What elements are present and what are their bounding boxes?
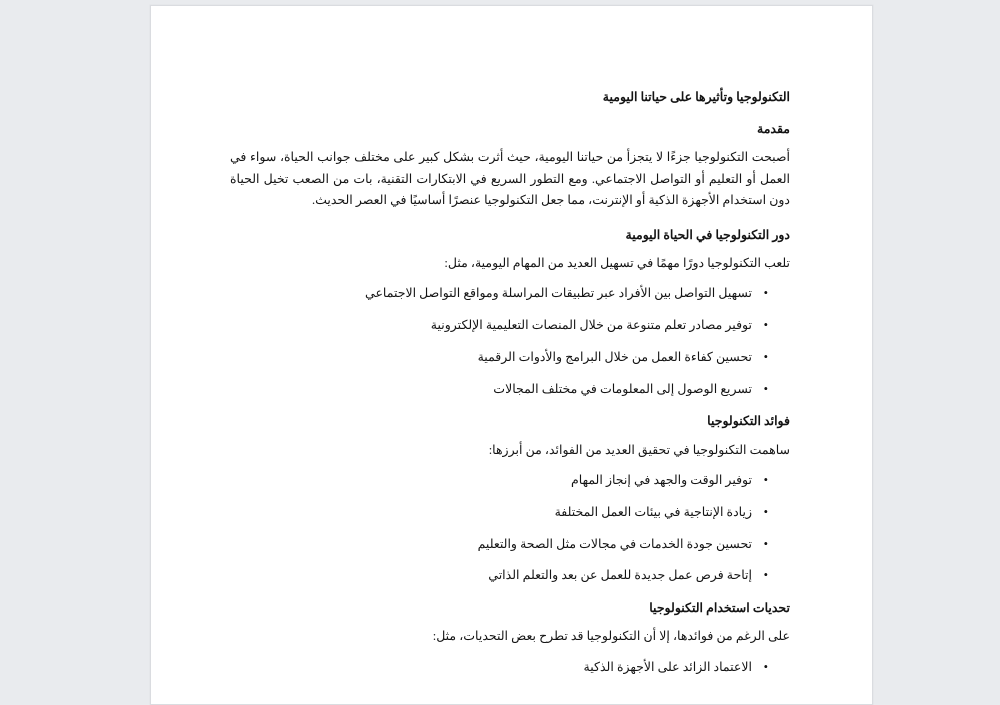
- list-item: [230, 471, 790, 490]
- list-item: [230, 284, 790, 303]
- section-heading: فوائد التكنولوجيا: [707, 414, 790, 429]
- list-item-label: تحسين كفاءة العمل من خلال البرامج والأدوات الرقمية: [477, 349, 752, 364]
- document-sections: [230, 120, 790, 676]
- section-paragraph: على الرغم من فوائدها، إلا أن التكنولوجيا قد تطرح بعض التحديات، مثل:: [432, 629, 790, 644]
- list-item-label: توفير مصادر تعلم متنوعة من خلال المنصات التعليمية الإلكترونية: [430, 318, 752, 333]
- list-item: [230, 535, 790, 554]
- document-body: [230, 88, 790, 686]
- bullet-point-icon: •: [763, 504, 768, 519]
- document-title: التكنولوجيا وتأثيرها على حياتنا اليومية: [602, 90, 790, 104]
- list-item: [230, 380, 790, 399]
- list-item-label: إتاحة فرص عمل جديدة للعمل عن بعد والتعلم الذاتي: [488, 568, 752, 583]
- bullet-list: [230, 658, 790, 677]
- list-item: [230, 566, 790, 585]
- section-heading: مقدمة: [757, 122, 790, 137]
- list-item-label: تسريع الوصول إلى المعلومات في مختلف المجالات: [493, 381, 752, 396]
- bullet-list: [230, 471, 790, 585]
- bullet-point-icon: •: [763, 381, 768, 396]
- bullet-point-icon: •: [763, 568, 768, 583]
- section-heading: دور التكنولوجيا في الحياة اليومية: [625, 227, 790, 242]
- list-item: [230, 316, 790, 335]
- list-item: [230, 348, 790, 367]
- list-item: [230, 503, 790, 522]
- bullet-point-icon: •: [763, 318, 768, 333]
- bullet-point-icon: •: [763, 473, 768, 487]
- section-paragraph: ساهمت التكنولوجيا في تحقيق العديد من الفوائد، من أبرزها:: [488, 442, 790, 457]
- document-page: [150, 5, 873, 705]
- list-item-label: تحسين جودة الخدمات في مجالات مثل الصحة والتعليم: [477, 536, 752, 551]
- section-paragraph: أصبحت التكنولوجيا جزءًا لا يتجزأ من حياتنا اليومية، حيث أثرت بشكل كبير على مختلف جوانب الحياة، سواء في العمل أو التعليم أو التواصل الاجتماعي. ومع التطور السريع في الابتكارات التقنية، بات من الصعب تخيل الحياة دون استخدام الأجهزة الذكية أو الإنترنت، مما جعل التكنولوجيا عنصرًا أساسيًا في العصر الحديث.: [230, 150, 790, 208]
- list-item-label: توفير الوقت والجهد في إنجاز المهام: [571, 473, 752, 487]
- list-item-label: الاعتماد الزائد على الأجهزة الذكية: [583, 659, 752, 674]
- bullet-point-icon: •: [763, 659, 768, 674]
- list-item-label: تسهيل التواصل بين الأفراد عبر تطبيقات المراسلة ومواقع التواصل الاجتماعي: [365, 286, 752, 301]
- section-paragraph: تلعب التكنولوجيا دورًا مهمًا في تسهيل العديد من المهام اليومية، مثل:: [444, 255, 790, 270]
- list-item: [230, 658, 790, 677]
- bullet-point-icon: •: [763, 536, 768, 551]
- bullet-point-icon: •: [763, 286, 768, 301]
- bullet-list: [230, 284, 790, 398]
- bullet-point-icon: •: [763, 349, 768, 364]
- section-heading: تحديات استخدام التكنولوجيا: [649, 601, 790, 615]
- list-item-label: زيادة الإنتاجية في بيئات العمل المختلفة: [554, 504, 752, 519]
